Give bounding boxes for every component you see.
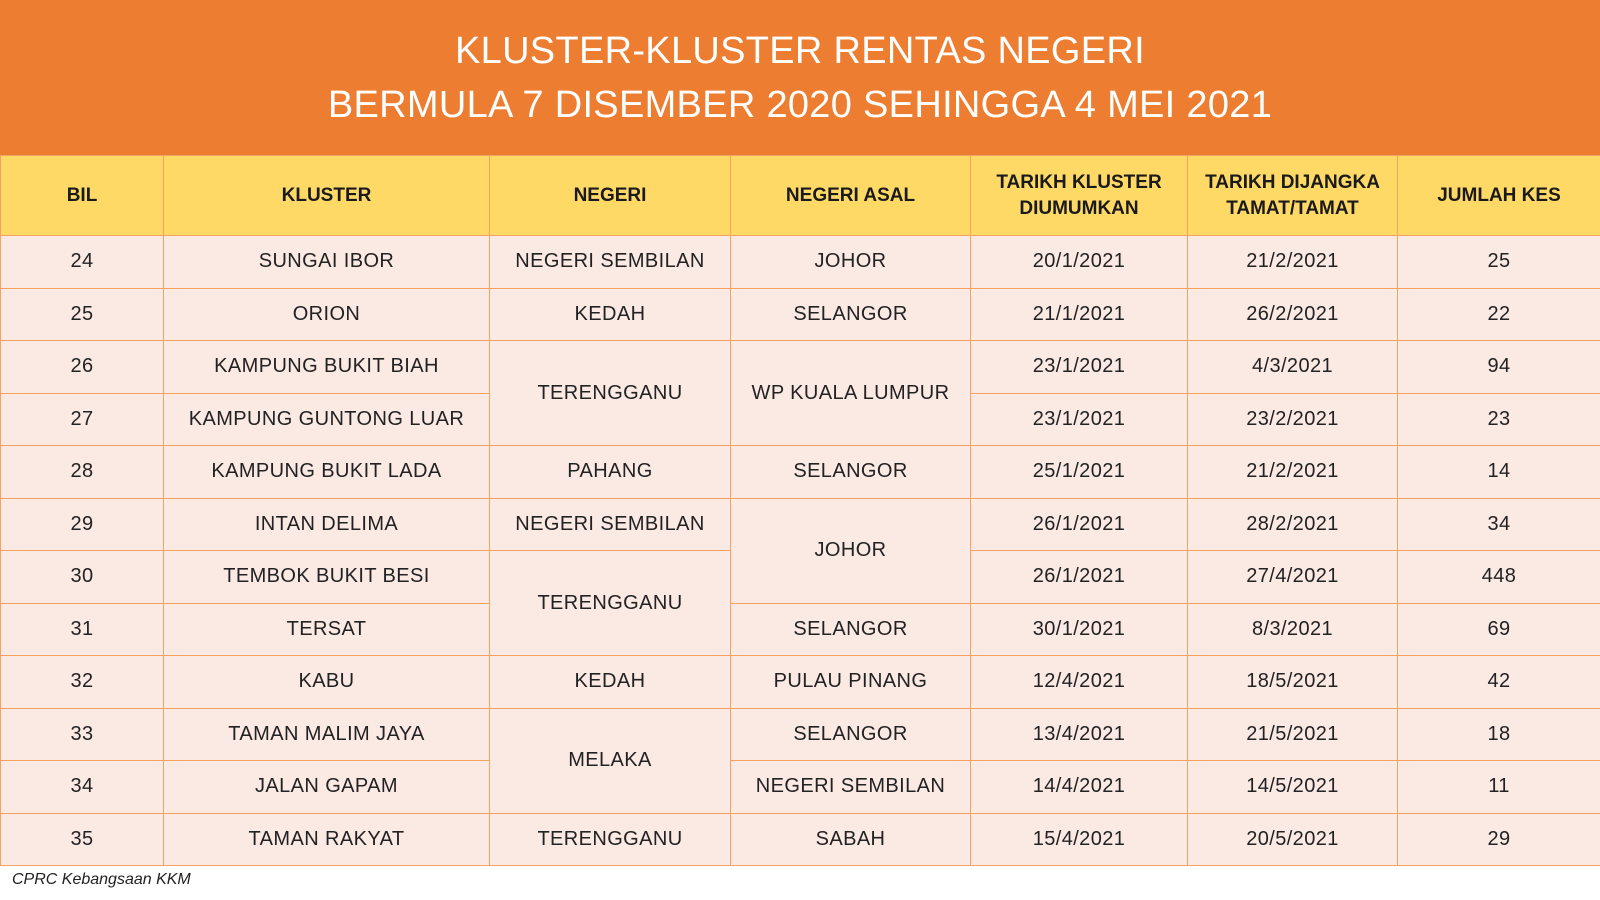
cell-negeri-asal: SELANGOR — [731, 288, 971, 341]
cell-bil: 34 — [1, 761, 164, 814]
cell-tarikh-tamat: 28/2/2021 — [1188, 498, 1398, 551]
cell-kluster: ORION — [164, 288, 490, 341]
header-tarikh-tamat — [1188, 156, 1398, 236]
cell-tarikh-tamat: 18/5/2021 — [1188, 656, 1398, 709]
cell-tarikh-tamat: 4/3/2021 — [1188, 341, 1398, 394]
cell-bil: 26 — [1, 341, 164, 394]
table-row — [1, 446, 1600, 499]
table-row — [1, 708, 1600, 761]
cell-tarikh-diumumkan: 20/1/2021 — [971, 236, 1188, 289]
cell-jumlah-kes: 69 — [1398, 603, 1600, 656]
cell-tarikh-tamat: 21/5/2021 — [1188, 708, 1398, 761]
cell-jumlah-kes: 29 — [1398, 813, 1600, 866]
cell-negeri-asal: PULAU PINANG — [731, 656, 971, 709]
cell-negeri-asal: WP KUALA LUMPUR — [731, 341, 971, 446]
header-jumlah-kes: JUMLAH KES — [1398, 156, 1600, 236]
table-row — [1, 288, 1600, 341]
cell-negeri-asal: SELANGOR — [731, 446, 971, 499]
table-row — [1, 761, 1600, 814]
title-line-1: KLUSTER-KLUSTER RENTAS NEGERI — [454, 29, 1145, 72]
cell-tarikh-tamat: 20/5/2021 — [1188, 813, 1398, 866]
cell-tarikh-diumumkan: 14/4/2021 — [971, 761, 1188, 814]
header-negeri: NEGERI — [490, 156, 731, 236]
cell-tarikh-diumumkan: 26/1/2021 — [971, 551, 1188, 604]
cell-negeri-asal: SABAH — [731, 813, 971, 866]
cell-negeri-asal: NEGERI SEMBILAN — [731, 761, 971, 814]
cell-kluster: TAMAN MALIM JAYA — [164, 708, 490, 761]
cell-tarikh-diumumkan: 15/4/2021 — [971, 813, 1188, 866]
cell-bil: 24 — [1, 236, 164, 289]
cell-negeri-asal: SELANGOR — [731, 603, 971, 656]
cell-negeri: KEDAH — [490, 288, 731, 341]
title-banner — [0, 0, 1600, 155]
cell-kluster: TERSAT — [164, 603, 490, 656]
header-tarikh-diumumkan-line-1: TARIKH KLUSTER — [996, 171, 1162, 193]
cell-negeri: NEGERI SEMBILAN — [490, 498, 731, 551]
header-row — [1, 156, 1600, 236]
cell-tarikh-diumumkan: 23/1/2021 — [971, 393, 1188, 446]
cell-negeri: TERENGGANU — [490, 813, 731, 866]
cell-jumlah-kes: 23 — [1398, 393, 1600, 446]
cell-kluster: KAMPUNG GUNTONG LUAR — [164, 393, 490, 446]
table-row — [1, 341, 1600, 394]
cell-negeri: PAHANG — [490, 446, 731, 499]
cell-kluster: SUNGAI IBOR — [164, 236, 490, 289]
source-note: CPRC Kebangsaan KKM — [12, 871, 191, 888]
title-line-2: BERMULA 7 DISEMBER 2020 SEHINGGA 4 MEI 2021 — [327, 83, 1273, 126]
cell-tarikh-diumumkan: 21/1/2021 — [971, 288, 1188, 341]
cell-bil: 33 — [1, 708, 164, 761]
header-kluster: KLUSTER — [164, 156, 490, 236]
cell-tarikh-diumumkan: 25/1/2021 — [971, 446, 1188, 499]
cell-kluster: TEMBOK BUKIT BESI — [164, 551, 490, 604]
cell-jumlah-kes: 22 — [1398, 288, 1600, 341]
cell-kluster: KAMPUNG BUKIT LADA — [164, 446, 490, 499]
cell-kluster: KABU — [164, 656, 490, 709]
cell-tarikh-tamat: 27/4/2021 — [1188, 551, 1398, 604]
header-tarikh-tamat-line-2: TAMAT/TAMAT — [1226, 197, 1359, 219]
cell-jumlah-kes: 34 — [1398, 498, 1600, 551]
cell-tarikh-tamat: 14/5/2021 — [1188, 761, 1398, 814]
cell-tarikh-diumumkan: 26/1/2021 — [971, 498, 1188, 551]
cell-kluster: TAMAN RAKYAT — [164, 813, 490, 866]
cell-negeri-asal: SELANGOR — [731, 708, 971, 761]
cell-negeri: MELAKA — [490, 708, 731, 813]
cell-jumlah-kes: 18 — [1398, 708, 1600, 761]
table-row — [1, 813, 1600, 866]
cell-bil: 31 — [1, 603, 164, 656]
cell-tarikh-tamat: 21/2/2021 — [1188, 446, 1398, 499]
cell-bil: 32 — [1, 656, 164, 709]
header-tarikh-diumumkan — [971, 156, 1188, 236]
cell-bil: 27 — [1, 393, 164, 446]
table-row — [1, 498, 1600, 551]
cell-jumlah-kes: 11 — [1398, 761, 1600, 814]
cell-tarikh-diumumkan: 30/1/2021 — [971, 603, 1188, 656]
header-tarikh-diumumkan-line-2: DIUMUMKAN — [1019, 197, 1139, 219]
cell-tarikh-diumumkan: 13/4/2021 — [971, 708, 1188, 761]
cell-jumlah-kes: 14 — [1398, 446, 1600, 499]
cell-tarikh-tamat: 8/3/2021 — [1188, 603, 1398, 656]
cell-tarikh-tamat: 26/2/2021 — [1188, 288, 1398, 341]
table-row — [1, 656, 1600, 709]
cell-jumlah-kes: 42 — [1398, 656, 1600, 709]
cell-tarikh-diumumkan: 23/1/2021 — [971, 341, 1188, 394]
cell-jumlah-kes: 448 — [1398, 551, 1600, 604]
cell-negeri: NEGERI SEMBILAN — [490, 236, 731, 289]
cell-tarikh-tamat: 21/2/2021 — [1188, 236, 1398, 289]
cell-negeri: KEDAH — [490, 656, 731, 709]
header-negeri-asal: NEGERI ASAL — [731, 156, 971, 236]
header-tarikh-tamat-line-1: TARIKH DIJANGKA — [1205, 171, 1380, 193]
cell-kluster: KAMPUNG BUKIT BIAH — [164, 341, 490, 394]
cell-bil: 25 — [1, 288, 164, 341]
cell-bil: 30 — [1, 551, 164, 604]
cell-bil: 29 — [1, 498, 164, 551]
table-row — [1, 603, 1600, 656]
header-bil: BIL — [1, 156, 164, 236]
cell-bil: 35 — [1, 813, 164, 866]
cell-tarikh-tamat: 23/2/2021 — [1188, 393, 1398, 446]
cell-bil: 28 — [1, 446, 164, 499]
cell-negeri-asal: JOHOR — [731, 236, 971, 289]
cell-negeri-asal: JOHOR — [731, 498, 971, 603]
table-row — [1, 236, 1600, 289]
cell-kluster: JALAN GAPAM — [164, 761, 490, 814]
cell-negeri: TERENGGANU — [490, 341, 731, 446]
cell-kluster: INTAN DELIMA — [164, 498, 490, 551]
cell-tarikh-diumumkan: 12/4/2021 — [971, 656, 1188, 709]
cluster-table — [0, 155, 1600, 866]
cell-negeri: TERENGGANU — [490, 551, 731, 656]
cell-jumlah-kes: 25 — [1398, 236, 1600, 289]
cell-jumlah-kes: 94 — [1398, 341, 1600, 394]
